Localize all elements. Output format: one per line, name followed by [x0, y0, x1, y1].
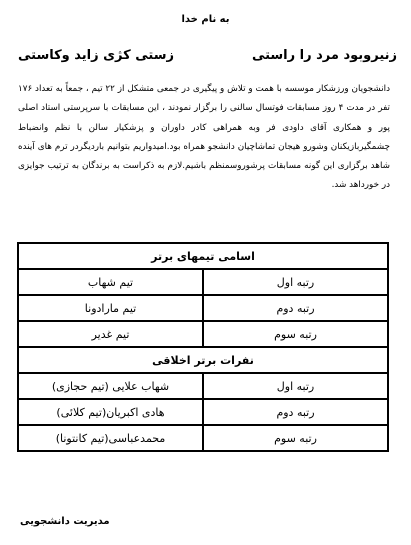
rank-cell: رتبه دوم	[203, 399, 388, 425]
name-cell: هادی اکبریان(تیم کلائی)	[18, 399, 203, 425]
table-row	[18, 321, 388, 347]
rank-cell: رتبه سوم	[203, 425, 388, 451]
footer-signature: مدیریت دانشجویی	[20, 516, 110, 527]
table-row	[18, 269, 388, 295]
headline-left: زستی کژی زاید وکاستی	[18, 48, 174, 63]
rank-cell: رتبه اول	[203, 373, 388, 399]
name-cell: تیم مارادونا	[18, 295, 203, 321]
results-table	[17, 242, 389, 452]
section-title-ethics: نفرات برتر اخلاقی	[18, 347, 388, 373]
name-cell: شهاب علایی (تیم حجازی)	[18, 373, 203, 399]
rank-cell: رتبه دوم	[203, 295, 388, 321]
rank-cell: رتبه اول	[203, 269, 388, 295]
table-row	[18, 373, 388, 399]
basmala-heading: به نام خدا	[181, 14, 230, 25]
body-paragraph: دانشجویان ورزشکار موسسه با همت و تلاش و پیگیری در جمعی متشکل از ۲۲ تیم ، جمعاً به تعداد ۱۷۶ تفر در مدت ۴ روز مسابقات فوتسال سالنی را برگزار نمودند ، این مسابقات با سرپرستی استاد اصلی پور و همکاری آقای داودی فر وبه همراهی کادر داوران و پزشکیار سالن با نظم وانضباط چشمگیربازیکنان وشورو هیجان تماشاچیان دانشجو همراه بود.امیدواریم بتوانیم باردیگردر ترم های آینده شاهد برگزاری این گونه مسابقات پرشوروسمنظم باشیم.لازم به ذکراست به برندگان به ترتیب جوایزی در خورداهد شد.	[18, 84, 391, 191]
name-cell: تیم شهاب	[18, 269, 203, 295]
table-row	[18, 425, 388, 451]
rank-cell: رتبه سوم	[203, 321, 388, 347]
headline-right: زنیروبود مرد را راستی	[251, 48, 397, 63]
name-cell: محمدعباسی(تیم کانتونا)	[18, 425, 203, 451]
section-title-top-teams: اسامی تیمهای برتر	[18, 243, 388, 269]
table-row	[18, 399, 388, 425]
table-row	[18, 295, 388, 321]
name-cell: تیم غدیر	[18, 321, 203, 347]
